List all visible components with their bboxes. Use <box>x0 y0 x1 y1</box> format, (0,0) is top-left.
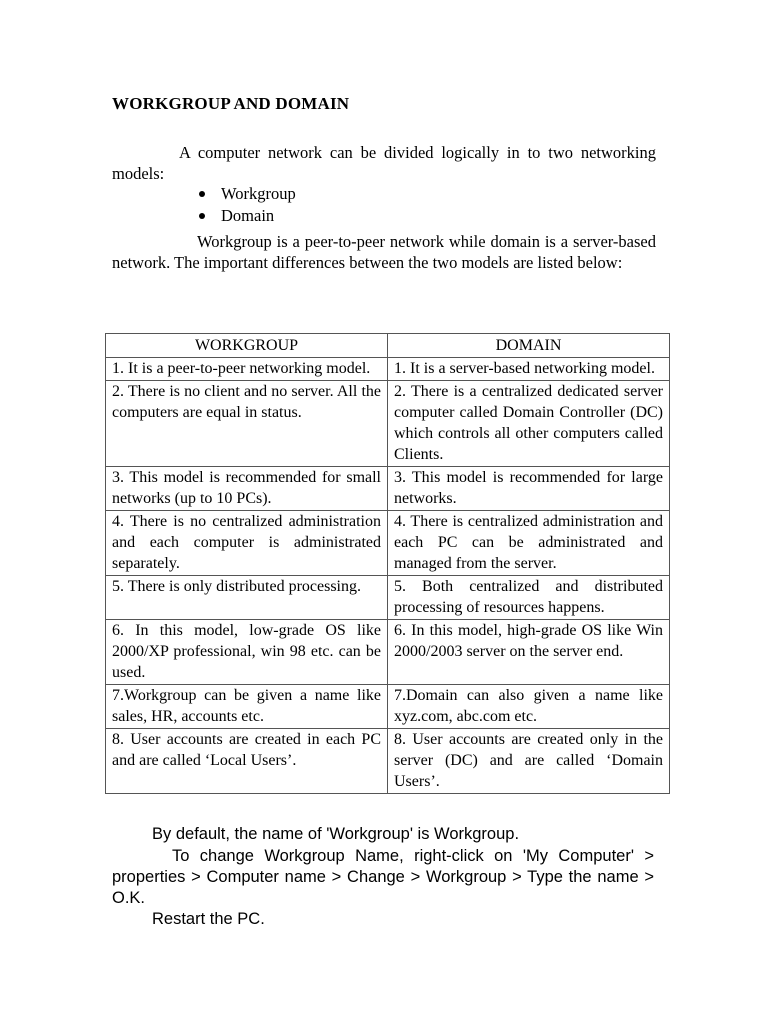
table-row <box>106 467 670 511</box>
comparison-table <box>105 333 670 794</box>
workgroup-cell: 4. There is no centralized administration and each computer is administrated separately. <box>106 511 388 576</box>
change-name-instructions: To change Workgroup Name, right-click on 'My Computer' > properties > Computer name > Change > Workgroup > Type the name > O.K. <box>112 847 654 907</box>
workgroup-cell: 5. There is only distributed processing. <box>106 576 388 620</box>
list-item-domain: Domain <box>196 205 296 227</box>
workgroup-cell: 2. There is no client and no server. All the computers are equal in status. <box>106 381 388 467</box>
page-title: WORKGROUP AND DOMAIN <box>112 94 350 113</box>
domain-cell: 7.Domain can also given a name like xyz.com, abc.com etc. <box>388 685 670 729</box>
comparison-intro-paragraph: Workgroup is a peer-to-peer network while domain is a server-based network. The important differences between the two models are listed below: <box>112 232 656 272</box>
table-row <box>106 511 670 576</box>
intro-paragraph: A computer network can be divided logically in to two networking models: <box>112 143 656 183</box>
list-item-workgroup: Workgroup <box>196 183 296 205</box>
domain-cell: 3. This model is recommended for large networks. <box>388 467 670 511</box>
domain-cell: 4. There is centralized administration and each PC can be administrated and managed from the server. <box>388 511 670 576</box>
table-row <box>106 358 670 381</box>
table-row <box>106 620 670 685</box>
workgroup-cell: 1. It is a peer-to-peer networking model. <box>106 358 388 381</box>
domain-cell: 8. User accounts are created only in the server (DC) and are called ‘Domain Users’. <box>388 729 670 794</box>
table-row <box>106 381 670 467</box>
workgroup-cell: 8. User accounts are created in each PC and are called ‘Local Users’. <box>106 729 388 794</box>
table-header-row <box>106 334 670 358</box>
column-header-workgroup: WORKGROUP <box>106 334 388 358</box>
workgroup-cell: 3. This model is recommended for small networks (up to 10 PCs). <box>106 467 388 511</box>
table-row <box>106 729 670 794</box>
column-header-domain: DOMAIN <box>388 334 670 358</box>
table-row <box>106 685 670 729</box>
domain-cell: 6. In this model, high-grade OS like Win 2000/2003 server on the server end. <box>388 620 670 685</box>
workgroup-cell: 7.Workgroup can be given a name like sales, HR, accounts etc. <box>106 685 388 729</box>
table-row <box>106 576 670 620</box>
domain-cell: 2. There is a centralized dedicated server computer called Domain Controller (DC) which controls all other computers called Clients. <box>388 381 670 467</box>
workgroup-cell: 6. In this model, low-grade OS like 2000/XP professional, win 98 etc. can be used. <box>106 620 388 685</box>
domain-cell: 5. Both centralized and distributed processing of resources happens. <box>388 576 670 620</box>
default-name-note: By default, the name of 'Workgroup' is Workgroup. <box>152 825 520 843</box>
restart-note: Restart the PC. <box>152 910 265 928</box>
models-list <box>196 183 296 227</box>
domain-cell: 1. It is a server-based networking model. <box>388 358 670 381</box>
